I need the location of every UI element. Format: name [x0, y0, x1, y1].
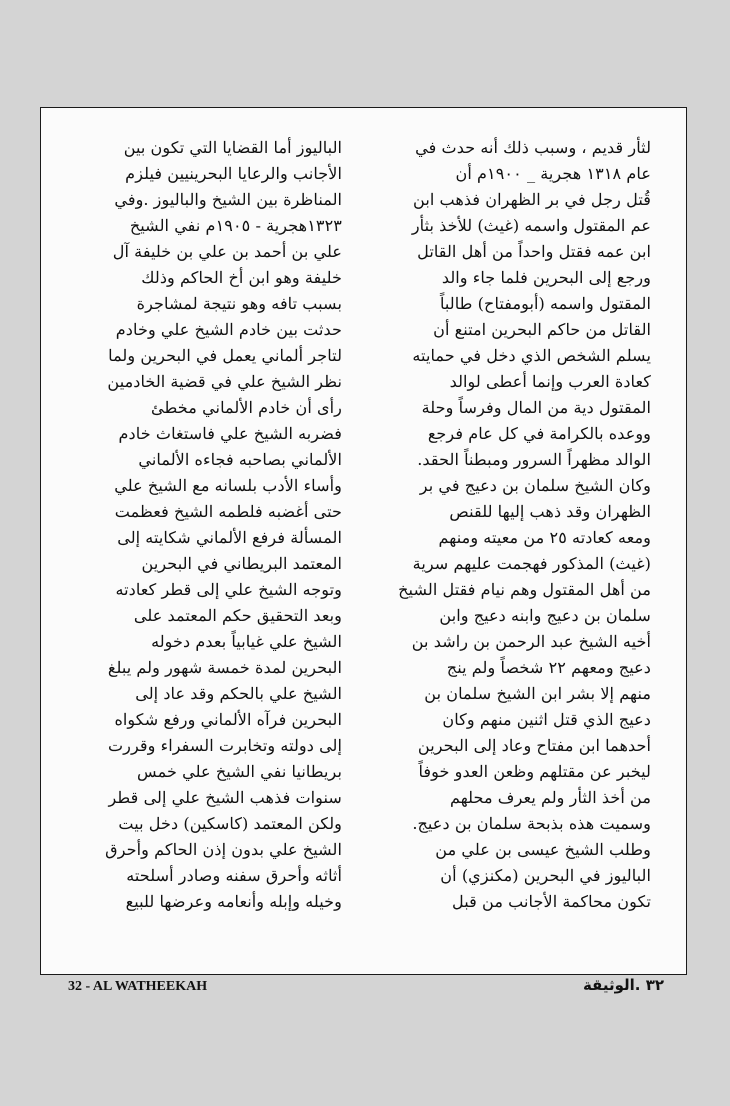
- text-line: الشيخ علي غيابياً بعدم دخوله: [151, 632, 342, 651]
- text-line: رأى أن خادم الألماني مخطئ: [151, 398, 342, 417]
- text-line: وكان الشيخ سلمان بن دعيج في بر: [419, 476, 651, 495]
- text-line: المسألة فرفع الألماني شكايته إلى: [117, 528, 342, 547]
- text-line: حتى أغضبه فلطمه الشيخ فعظمت: [114, 502, 342, 521]
- text-line: الشيخ علي بدون إذن الحاكم وأحرق: [105, 840, 342, 859]
- text-line: لثأر قديم ، وسبب ذلك أنه حدث في: [415, 138, 651, 157]
- text-line: القاتل من حاكم البحرين امتنع أن: [433, 320, 651, 339]
- text-line: دعيج الذي قتل اثنين منهم وكان: [442, 710, 651, 729]
- text-line: علي بن أحمد بن علي بن خليفة آل: [112, 242, 342, 261]
- text-line: البحرين فرآه الألماني ورفع شكواه: [114, 710, 342, 729]
- text-line: وطلب الشيخ عيسى بن علي من: [435, 840, 651, 859]
- text-line: وتوجه الشيخ علي إلى قطر كعادته: [115, 580, 342, 599]
- text-line: أحدهما ابن مفتاح وعاد إلى البحرين: [417, 736, 651, 755]
- text-line: المناظرة بين الشيخ والباليوز .وفي: [114, 190, 342, 209]
- text-line: كعادة العرب وإنما أعطى لوالد: [449, 372, 651, 391]
- text-line: سلمان بن دعيج وابنه دعيج وابن: [439, 606, 651, 625]
- text-line: ابن عمه فقتل واحداً من أهل القاتل: [417, 242, 651, 261]
- text-line: وخيله وإبله وأنعامه وعرضها للبيع: [125, 892, 342, 911]
- text-line: قُتل رجل في بر الظهران فذهب ابن: [413, 190, 651, 209]
- text-line: وسميت هذه بذبحة سلمان بن دعيج.: [412, 814, 651, 833]
- text-line: ورجع إلى البحرين فلما جاء والد: [441, 268, 651, 287]
- text-line: من أهل المقتول وهم نيام فقتل الشيخ: [398, 580, 651, 599]
- text-line: من أخذ الثأر ولم يعرف محلهم: [449, 788, 651, 807]
- text-line: المقتول واسمه (أبومفتاح) طالباً: [439, 294, 651, 313]
- text-line: الشيخ علي بالحكم وقد عاد إلى: [135, 684, 342, 703]
- text-line: المعتمد البريطاني في البحرين: [141, 554, 342, 573]
- text-line: وبعد التحقيق حكم المعتمد على: [133, 606, 342, 625]
- footer-page-number-english: 32 - AL WATHEEKAH: [68, 979, 208, 994]
- text-line: المقتول دية من المال وفرساً وحلة: [421, 398, 651, 417]
- text-line: بسبب تافه وهو نتيجة لمشاجرة: [136, 294, 342, 313]
- text-line: (غيث) المذكور فهجمت عليهم سرية: [412, 554, 651, 573]
- text-line: منهم إلا بشر ابن الشيخ سلمان بن: [424, 684, 651, 703]
- text-line: إلى دولته وتخابرت السفراء وقررت: [107, 736, 342, 755]
- text-line: عم المقتول واسمه (غيث) للأخذ بثأر: [411, 216, 651, 235]
- text-line: ولكن المعتمد (كاسكين) دخل بيت: [118, 814, 342, 833]
- text-line: حدثت بين خادم الشيخ علي وخادم: [115, 320, 342, 339]
- left-text-column: [71, 135, 342, 956]
- text-line: بريطانيا نفي الشيخ علي خمس: [137, 762, 342, 781]
- text-line: أخيه الشيخ عبد الرحمن بن راشد بن: [411, 632, 651, 651]
- text-line: ومعه كعادته ٢٥ من معيته ومنهم: [438, 528, 651, 547]
- text-line: سنوات فذهب الشيخ علي إلى قطر: [108, 788, 342, 807]
- text-line: أثاثه وأحرق سفنه وصادر أسلحته: [126, 866, 342, 885]
- text-line: يسلم الشخص الذي دخل في حمايته: [412, 346, 651, 365]
- text-line: فضربه الشيخ علي فاستغاث خادم: [118, 424, 342, 443]
- text-line: ووعده بالكرامة في كل عام فرجع: [427, 424, 651, 443]
- text-line: تكون محاكمة الأجانب من قبل: [451, 892, 651, 911]
- text-line: الوالد مظهراً السرور ومبطناً الحقد.: [417, 450, 651, 469]
- text-line: لتاجر ألماني يعمل في البحرين ولما: [108, 346, 342, 365]
- text-line: ليخبر عن مقتلهم وظعن العدو خوفاً: [418, 762, 651, 781]
- text-line: عام ١٣١٨ هجرية _ ١٩٠٠م أن: [455, 164, 651, 183]
- text-line: الظهران وقد ذهب إليها للقنص: [449, 502, 651, 521]
- text-line: وأساء الأدب بلسانه مع الشيخ علي: [114, 476, 342, 495]
- text-line: دعيج ومعهم ٢٢ شخصاً ولم ينج: [446, 658, 651, 677]
- text-frame: [40, 107, 687, 975]
- text-line: الباليوز أما القضايا التي تكون بين: [123, 138, 342, 157]
- text-line: البحرين لمدة خمسة شهور ولم يبلغ: [107, 658, 342, 677]
- text-line: الألماني بصاحبه فجاءه الألماني: [138, 450, 342, 469]
- text-line: ١٣٢٣هجرية - ١٩٠٥م نفي الشيخ: [129, 216, 342, 235]
- text-line: خليفة وهو ابن أخ الحاكم وذلك: [141, 268, 342, 287]
- text-line: الباليوز في البحرين (مكنزي) أن: [440, 866, 651, 885]
- text-line: الأجانب والرعايا البحرينيين فيلزم: [125, 164, 342, 183]
- right-text-column: [380, 135, 651, 956]
- footer-page-number-arabic: ٣٢ .الوثيقة: [582, 976, 664, 994]
- text-line: نظر الشيخ علي في قضية الخادمين: [107, 372, 342, 391]
